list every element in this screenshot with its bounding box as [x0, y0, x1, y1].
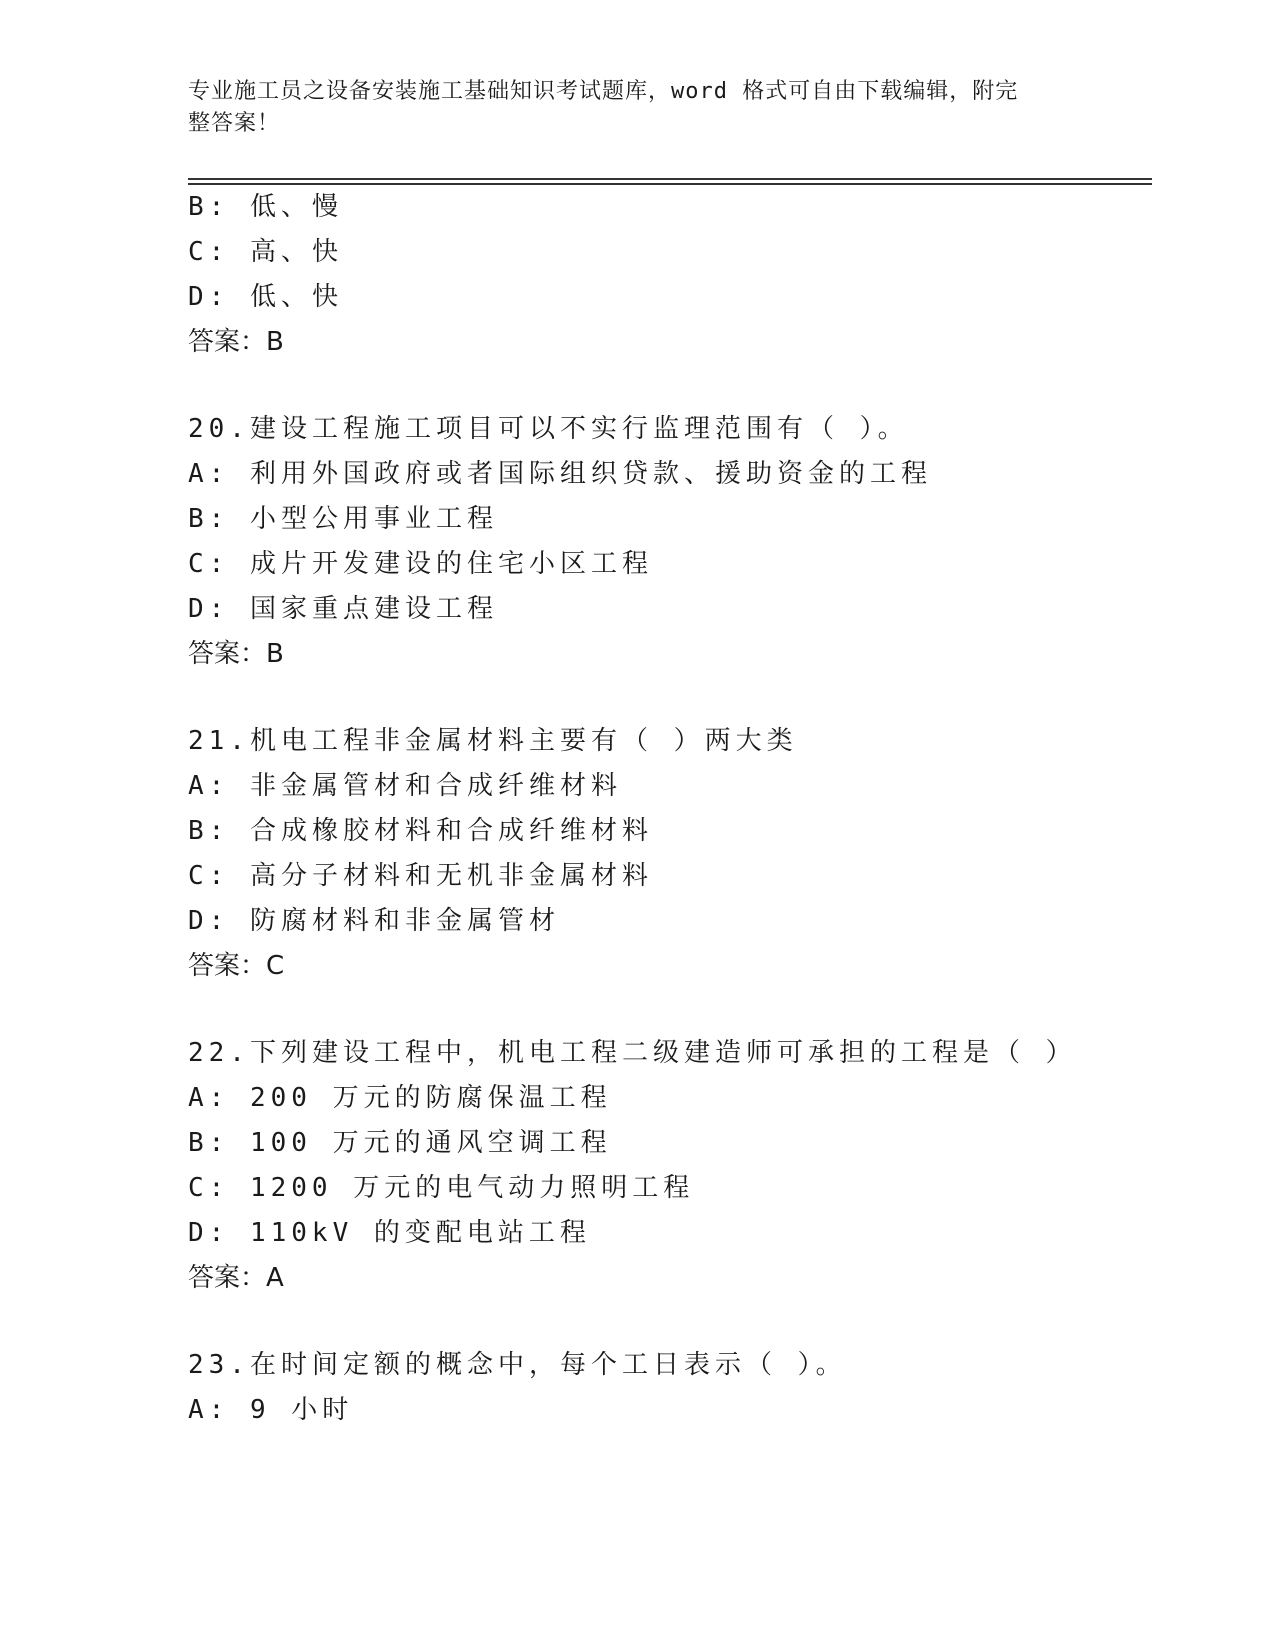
- q20-option-b: B: 小型公用事业工程: [188, 504, 498, 534]
- q21-option-c: C: 高分子材料和无机非金属材料: [188, 861, 653, 891]
- q19-option-c: C: 高、快: [188, 237, 343, 267]
- q20-option-c: C: 成片开发建设的住宅小区工程: [188, 549, 653, 579]
- q20-option-d: D: 国家重点建设工程: [188, 594, 498, 624]
- q22-option-d: D: 110kV 的变配电站工程: [188, 1218, 591, 1248]
- q22-option-b: B: 100 万元的通风空调工程: [188, 1128, 612, 1158]
- q19-option-b: B: 低、慢: [188, 192, 343, 222]
- q19-answer: 答案：B: [188, 327, 284, 357]
- q22-option-c: C: 1200 万元的电气动力照明工程: [188, 1173, 695, 1203]
- q20-answer: 答案：B: [188, 639, 284, 669]
- q22-answer: 答案：A: [188, 1263, 284, 1293]
- q23-option-a: A: 9 小时: [188, 1395, 354, 1425]
- header-line-1: 专业施工员之设备安装施工基础知识考试题库，word 格式可自由下载编辑，附完: [188, 79, 1019, 104]
- q19-option-d: D: 低、快: [188, 282, 343, 312]
- q21-option-b: B: 合成橡胶材料和合成纤维材料: [188, 816, 653, 846]
- document-header: [188, 76, 1068, 140]
- q22-stem: 22.下列建设工程中，机电工程二级建造师可承担的工程是（ ）: [188, 1038, 1077, 1068]
- q23-stem: 23.在时间定额的概念中，每个工日表示（ ）。: [188, 1350, 847, 1380]
- q21-option-d: D: 防腐材料和非金属管材: [188, 906, 560, 936]
- q22-option-a: A: 200 万元的防腐保温工程: [188, 1083, 612, 1113]
- header-divider-top: [188, 178, 1152, 180]
- q20-stem: 20.建设工程施工项目可以不实行监理范围有（ ）。: [188, 414, 909, 444]
- q20-option-a: A: 利用外国政府或者国际组织贷款、援助资金的工程: [188, 459, 932, 489]
- q21-stem: 21.机电工程非金属材料主要有（ ）两大类: [188, 726, 798, 756]
- header-divider-bottom: [188, 183, 1152, 185]
- q21-option-a: A: 非金属管材和合成纤维材料: [188, 771, 622, 801]
- header-line-2: 整答案！: [188, 111, 281, 136]
- q21-answer: 答案：C: [188, 951, 285, 981]
